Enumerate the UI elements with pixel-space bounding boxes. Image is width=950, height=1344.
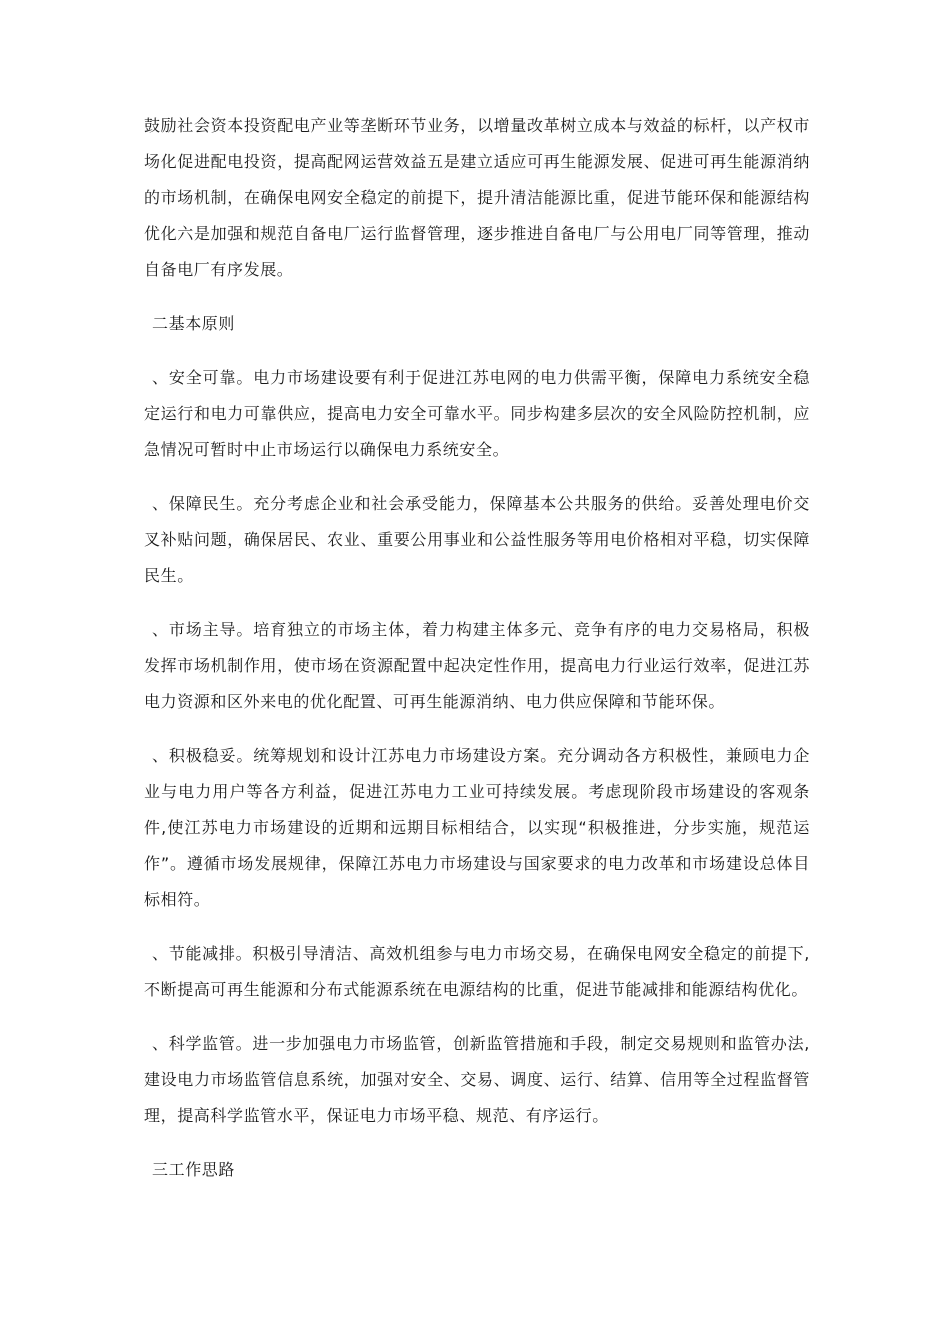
paragraph-steady-progress: 、积极稳妥。统筹规划和设计江苏电力市场建设方案。充分调动各方积极性，兼顾电力企业与电力用户等各方利益，促进江苏电力工业可持续发展。考虑现阶段市场建设的客观条件,使江苏电力市场建设的近期和远期目标相结合，以实现“积极推进，分步实施，规范运作”。遵循市场发展规律，保障江苏电力市场建设与国家要求的电力改革和市场建设总体目标相符。 bbox=[144, 746, 810, 909]
paragraph-market-reform: 鼓励社会资本投资配电产业等垄断环节业务，以增量改革树立成本与效益的标杆，以产权市场化促进配电投资，提高配网运营效益五是建立适应可再生能源发展、促进可再生能源消纳的市场机制，在确保电网安全稳定的前提下，提升清洁能源比重，促进节能环保和能源结构优化六是加强和规范自备电厂运行监督管理，逐步推进自备电厂与公用电厂同等管理，推动自备电厂有序发展。 bbox=[144, 116, 810, 279]
paragraph-livelihood: 、保障民生。充分考虑企业和社会承受能力，保障基本公共服务的供给。妥善处理电价交叉补贴问题，确保居民、农业、重要公用事业和公益性服务等用电价格相对平稳，切实保障民生。 bbox=[144, 494, 810, 585]
section-heading-work-approach: 三工作思路 bbox=[152, 1160, 236, 1179]
paragraph-market-led: 、市场主导。培育独立的市场主体，着力构建主体多元、竞争有序的电力交易格局，积极发挥市场机制作用，使市场在资源配置中起决定性作用，提高电力行业运行效率，促进江苏电力资源和区外来电的优化配置、可再生能源消纳、电力供应保障和节能环保。 bbox=[144, 620, 810, 711]
section-heading-basic-principles: 二基本原则 bbox=[152, 314, 236, 333]
paragraph-scientific-supervision: 、科学监管。进一步加强电力市场监管，创新监管措施和手段，制定交易规则和监管办法,建设电力市场监管信息系统，加强对安全、交易、调度、运行、结算、信用等全过程监督管理，提高科学监管水平，保证电力市场平稳、规范、有序运行。 bbox=[144, 1034, 810, 1125]
document-body bbox=[144, 108, 810, 1206]
paragraph-energy-saving: 、节能减排。积极引导清洁、高效机组参与电力市场交易，在确保电网安全稳定的前提下,不断提高可再生能源和分布式能源系统在电源结构的比重，促进节能减排和能源结构优化。 bbox=[144, 944, 810, 999]
paragraph-safety-reliability: 、安全可靠。电力市场建设要有利于促进江苏电网的电力供需平衡，保障电力系统安全稳定运行和电力可靠供应，提高电力安全可靠水平。同步构建多层次的安全风险防控机制，应急情况可暂时中止市场运行以确保电力系统安全。 bbox=[144, 368, 810, 459]
